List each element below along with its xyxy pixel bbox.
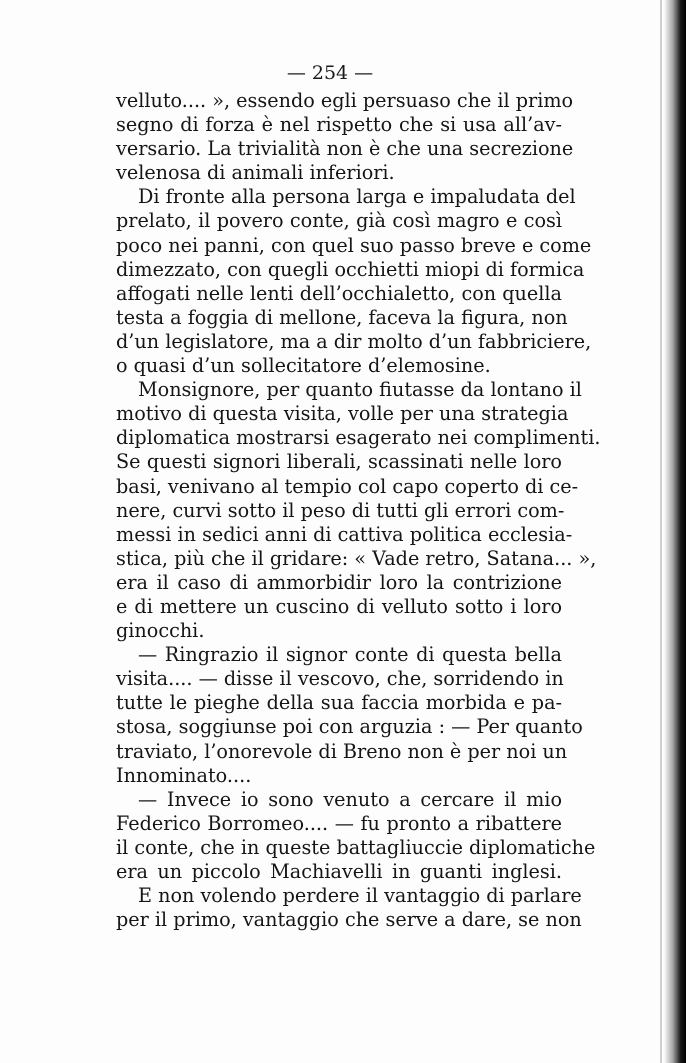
body-text — [116, 89, 601, 932]
page-edge-shadow — [664, 0, 686, 1063]
text-line: il conte, che in queste battagliuccie diplomatiche — [116, 835, 596, 859]
text-line: velluto.... », essendo egli persuaso che il primo — [116, 89, 574, 112]
text-line: Innominato.... — [116, 763, 252, 787]
text-line: dimezzato, con quegli occhietti miopi di formica — [116, 257, 585, 281]
text-line: Monsignore, per quanto fiutasse da lontano il — [138, 378, 582, 402]
text-line: affogati nelle lenti dell’occhialetto, con quella — [116, 281, 562, 305]
text-line: poco nei panni, con quel suo passo breve e come — [116, 233, 592, 257]
text-line: d’un legislatore, ma a dir molto d’un fabbriciere, — [116, 329, 592, 353]
text-line: motivo di questa visita, volle per una strategia — [116, 402, 569, 426]
text-line: testa a foggia di mellone, faceva la figura, non — [116, 305, 568, 329]
text-line: tutte le pieghe della sua faccia morbida e pa- — [116, 691, 562, 715]
text-line: Federico Borromeo.... — fu pronto a ribattere — [116, 811, 562, 835]
text-line: traviato, l’onorevole di Breno non è per noi un — [116, 739, 568, 763]
text-line: diplomatica mostrarsi esagerato nei complimenti. — [116, 426, 601, 450]
text-line: stica, più che il gridare: « Vade retro, Satana... », — [116, 546, 597, 570]
text-line: Di fronte alla persona larga e impaludata del — [138, 185, 576, 209]
text-line: o quasi d’un sollecitatore d’elemosine. — [116, 354, 491, 378]
text-line: E non volendo perdere il vantaggio di parlare — [138, 884, 582, 908]
text-line: Se questi signori liberali, scassinati nelle loro — [116, 450, 562, 474]
text-line: basi, venivano al tempio col capo coperto di ce- — [116, 474, 579, 498]
text-line: versario. La trivialità non è che una secrezione — [116, 137, 574, 161]
text-line: stosa, soggiunse poi con arguzia : — Per quanto — [116, 715, 583, 739]
text-line: per il primo, vantaggio che serve a dare, se non — [116, 908, 582, 932]
text-line: velenosa di animali inferiori. — [116, 161, 395, 185]
text-line: nere, curvi sotto il peso di tutti gli errori com- — [116, 498, 565, 522]
text-line: — Invece io sono venuto a cercare il mio — [138, 787, 562, 811]
page-gutter-line — [660, 0, 662, 1063]
text-line: messi in sedici anni di cattiva politica ecclesia- — [116, 522, 573, 546]
text-line: ginocchi. — [116, 619, 205, 643]
text-line: — Ringrazio il signor conte di questa bella — [138, 643, 562, 667]
text-line: visita.... — disse il vescovo, che, sorridendo in — [116, 667, 564, 691]
text-line: segno di forza è nel rispetto che si usa all’av- — [116, 113, 562, 137]
text-line: era il caso di ammorbidir loro la contrizione — [116, 570, 562, 594]
text-line: e di mettere un cuscino di velluto sotto i loro — [116, 594, 562, 618]
text-line: era un piccolo Machiavelli in guanti inglesi. — [116, 860, 562, 883]
page-number: — 254 — — [286, 62, 374, 84]
text-line: prelato, il povero conte, già così magro e così — [116, 209, 562, 233]
